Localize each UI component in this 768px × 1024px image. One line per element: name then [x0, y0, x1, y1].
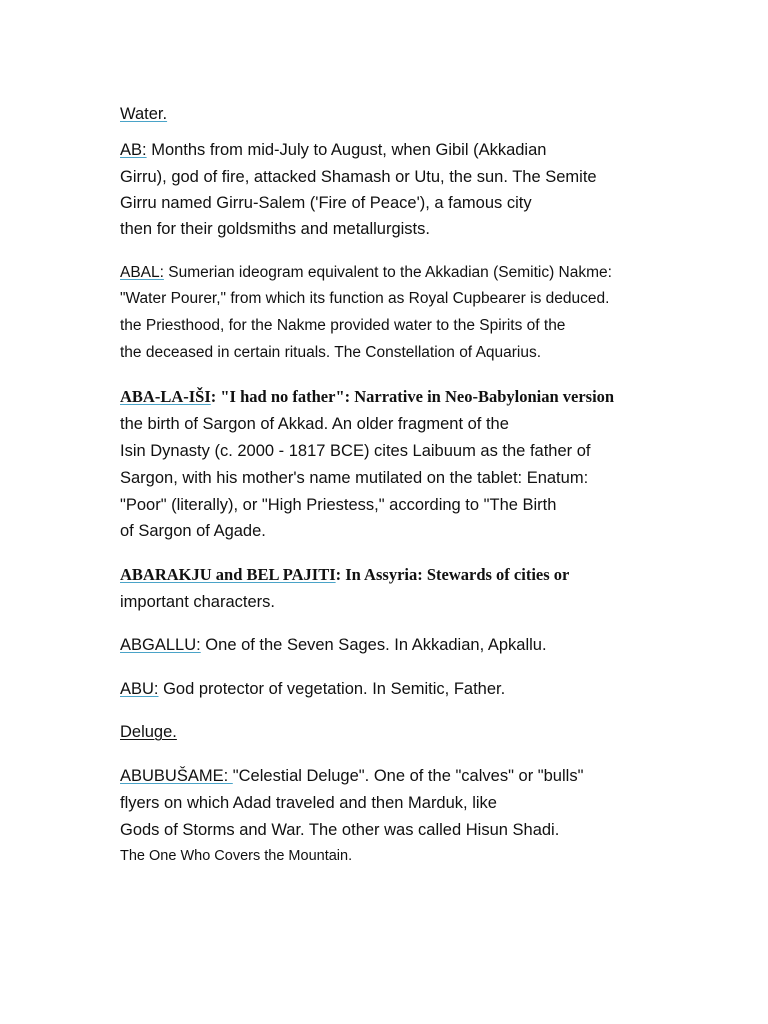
entry-abal	[120, 263, 612, 283]
text-line: the deceased in certain rituals. The Constellation of Aquarius.	[120, 344, 542, 361]
entry-term: ABAL:	[120, 264, 164, 281]
text-line: "Water Pourer," from which its function as Royal Cupbearer is deduced.	[120, 290, 610, 307]
text-line: the Priesthood, for the Nakme provided water to the Spirits of the	[120, 317, 566, 334]
text-line: Isin Dynasty (c. 2000 - 1817 BCE) cites Laibuum as the father of	[120, 442, 591, 460]
text-line: Girru), god of fire, attacked Shamash or Utu, the sun. The Semite	[120, 168, 597, 186]
text-line: Girru named Girru-Salem ('Fire of Peace'), a famous city	[120, 194, 532, 212]
entry-text: God protector of vegetation. In Semitic, Father.	[158, 680, 506, 698]
text-line: important characters.	[120, 593, 275, 611]
text-line: Gods of Storms and War. The other was called Hisun Shadi.	[120, 821, 560, 839]
entry-term: ABU:	[120, 680, 159, 698]
entry-term: Water.	[120, 105, 168, 123]
text-line	[120, 104, 167, 124]
text-line	[120, 722, 177, 742]
text-line: "Poor" (literally), or "High Priestess," according to "The Birth	[120, 496, 557, 514]
entry-term: AB:	[120, 141, 147, 159]
entry-abubusame	[120, 766, 583, 786]
entry-ab	[120, 140, 546, 160]
entry-text: One of the Seven Sages. In Akkadian, Apkallu.	[200, 636, 547, 654]
text-line: The One Who Covers the Mountain.	[120, 848, 353, 864]
entry-text: : In Assyria: Stewards of cities or	[335, 565, 570, 584]
entry-abarakju	[120, 565, 569, 585]
entry-abgallu	[120, 635, 547, 655]
entry-abu	[120, 679, 505, 699]
entry-term: ABA-LA-IŠI	[120, 387, 211, 406]
entry-text: "Celestial Deluge". One of the "calves" or "bulls"	[232, 767, 584, 785]
text-line: of Sargon of Agade.	[120, 522, 266, 540]
entry-text: Sumerian ideogram equivalent to the Akkadian (Semitic) Nakme:	[163, 264, 612, 281]
text-line: the birth of Sargon of Akkad. An older fragment of the	[120, 415, 509, 433]
entry-text: : "I had no father": Narrative in Neo-Babylonian version	[210, 387, 615, 406]
entry-term: ABARAKJU and BEL PAJITI	[120, 565, 336, 584]
entry-term: Deluge.	[120, 723, 177, 741]
entry-abalaisi	[120, 387, 614, 407]
text-line: flyers on which Adad traveled and then Marduk, like	[120, 794, 497, 812]
text-line: then for their goldsmiths and metallurgists.	[120, 220, 430, 238]
entry-term: ABGALLU:	[120, 636, 201, 654]
text-line: Sargon, with his mother's name mutilated on the tablet: Enatum:	[120, 469, 589, 487]
entry-text: Months from mid-July to August, when Gibil (Akkadian	[146, 141, 547, 159]
entry-term: ABUBUŠAME:	[120, 767, 233, 785]
